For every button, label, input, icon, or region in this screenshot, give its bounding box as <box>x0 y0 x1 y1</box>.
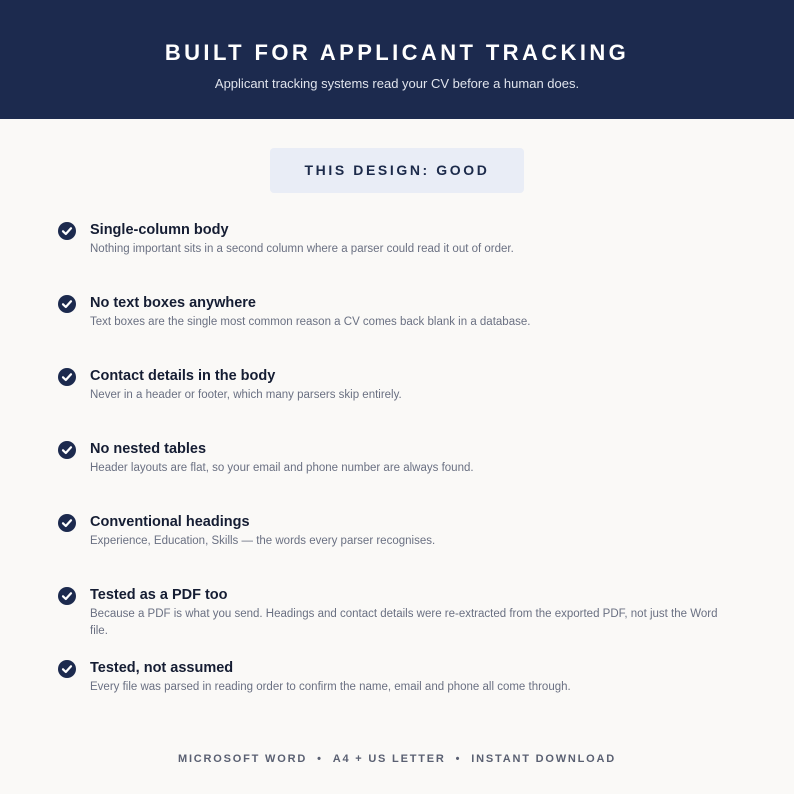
footer-separator: • <box>455 753 462 765</box>
footer-specs <box>0 751 794 767</box>
footer-item-format: MICROSOFT WORD <box>177 753 308 765</box>
check-circle-icon <box>58 660 76 678</box>
feature-title: Tested as a PDF too <box>90 587 228 603</box>
feature-title: No text boxes anywhere <box>90 295 256 311</box>
check-circle-icon <box>58 222 76 240</box>
footer-separator: • <box>317 753 323 765</box>
feature-description: Experience, Education, Skills — the words every parser recognises. <box>90 535 436 547</box>
footer-item-paper-size: A4 + US LETTER <box>332 753 446 765</box>
check-circle-icon <box>58 587 76 605</box>
check-circle-icon <box>58 368 76 386</box>
feature-description: Nothing important sits in a second column where a parser could read it out of order. <box>90 243 514 255</box>
feature-title: Contact details in the body <box>90 368 276 384</box>
header-banner <box>0 0 794 119</box>
footer-item-delivery: INSTANT DOWNLOAD <box>471 753 616 765</box>
feature-description: Text boxes are the single most common reason a CV comes back blank in a database. <box>90 316 531 328</box>
check-circle-icon <box>58 514 76 532</box>
feature-description: Because a PDF is what you send. Headings and contact details were re-extracted from the exported PDF, not just the Word file. <box>90 608 718 637</box>
page-subtitle: Applicant tracking systems read your CV before a human does. <box>214 76 580 91</box>
feature-description: Header layouts are flat, so your email and phone number are always found. <box>90 462 474 474</box>
feature-title: Conventional headings <box>90 514 250 530</box>
page-title: BUILT FOR APPLICANT TRACKING <box>164 40 630 65</box>
check-circle-icon <box>58 441 76 459</box>
feature-description: Never in a header or footer, which many parsers skip entirely. <box>90 389 402 401</box>
feature-title: No nested tables <box>90 441 207 457</box>
design-rating-badge: THIS DESIGN: GOOD <box>270 148 524 193</box>
feature-title: Single-column body <box>90 222 229 238</box>
check-circle-icon <box>58 295 76 313</box>
feature-title: Tested, not assumed <box>90 660 234 676</box>
feature-description: Every file was parsed in reading order to confirm the name, email and phone all come through. <box>90 681 571 693</box>
